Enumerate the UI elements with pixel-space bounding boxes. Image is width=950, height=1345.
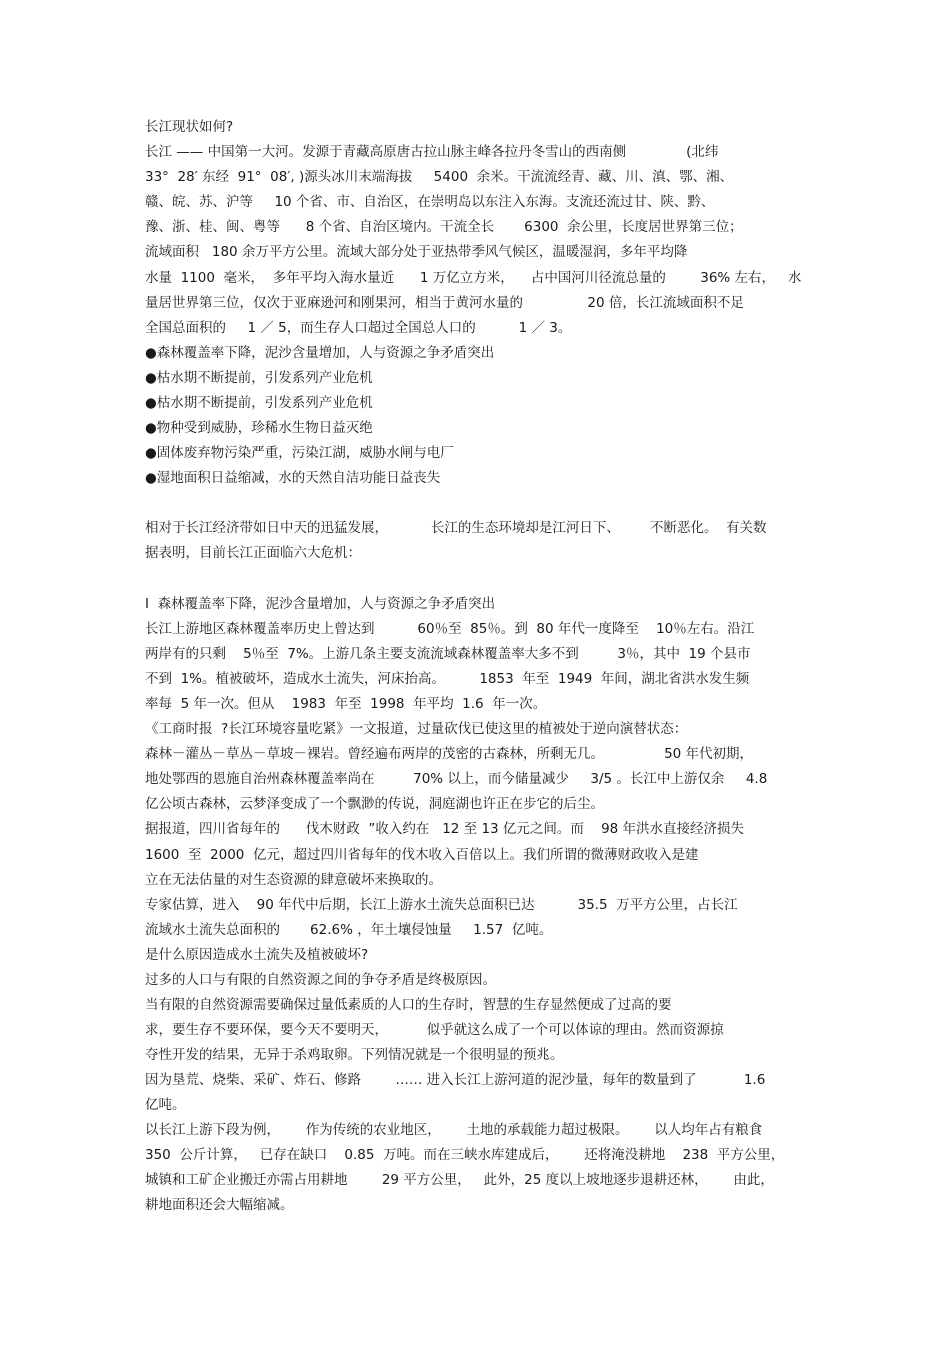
intro-line: 全国总面积的 1 ／ 5，而生存人口超过全国总人口的 1 ／ 3。 (145, 320, 572, 336)
crisis-bullet: ●枯水期不断提前，引发系列产业危机 (145, 395, 373, 411)
body-line: 地处鄂西的恩施自治州森林覆盖率尚在 70% 以上，而今储量减少 3/5 。长江中上游仅余 4.8 (145, 771, 768, 787)
body-line: 耕地面积还会大幅缩减。 (145, 1197, 294, 1213)
summary-line: 相对于长江经济带如日中天的迅猛发展， 长江的生态环境却是江河日下、 不断恶化。 有关数 (145, 520, 767, 536)
body-line: 以长江上游下段为例， 作为传统的农业地区， 土地的承载能力超过极限。 以人均年占有粮食 (145, 1122, 763, 1138)
crisis-bullet: ●湿地面积日益缩减，水的天然自洁功能日益丧失 (145, 470, 441, 486)
crisis-bullet: ●物种受到威胁，珍稀水生物日益灭绝 (145, 420, 373, 436)
body-line: 森林－灌丛－草丛－草坡－裸岩。曾经遍布两岸的茂密的古森林，所剩无几。 50 年代初期， (145, 746, 754, 762)
intro-line: 流域面积 180 余万平方公里。流域大部分处于亚热带季风气候区，温暖湿润，多年平均降 (145, 244, 688, 260)
body-line: 长江上游地区森林覆盖率历史上曾达到 60％至 85％。到 80 年代一度降至 10％左右。沿江 (145, 621, 755, 637)
body-line: 据报道，四川省每年的 伐木财政 ”收入约在 12 至 13 亿元之间。而 98 年洪水直接经济损失 (145, 821, 745, 837)
intro-line: 水量 1100 毫米， 多年平均入海水量近 1 万亿立方米， 占中国河川径流总量的 36% 左右， 水 (145, 270, 802, 286)
body-line: 率每 5 年一次。但从 1983 年至 1998 年平均 1.6 年一次。 (145, 696, 547, 712)
summary-line: 据表明，目前长江正面临六大危机： (145, 545, 361, 561)
body-line: 因为垦荒、烧柴、采矿、炸石、修路 …… 进入长江上游河道的泥沙量，每年的数量到了 1.6 (145, 1072, 766, 1088)
document-title: 长江现状如何? (145, 119, 234, 135)
body-line: 过多的人口与有限的自然资源之间的争夺矛盾是终极原因。 (145, 972, 496, 988)
body-line: 350 公斤计算， 已存在缺口 0.85 万吨。而在三峡水库建成后， 还将淹没耕地 238 平方公里， (145, 1147, 785, 1163)
intro-line: 33° 28′ 东经 91° 08′, )源头冰川末端海拔 5400 余米。干流流经青、藏、川、滇、鄂、湘、 (145, 169, 734, 185)
body-line: 夺性开发的结果，无异于杀鸡取卵。下列情况就是一个很明显的预兆。 (145, 1047, 564, 1063)
body-line: 城镇和工矿企业搬迁亦需占用耕地 29 平方公里， 此外，25 度以上坡地逐步退耕还林， 由此， (145, 1172, 774, 1188)
body-line: 专家估算，进入 90 年代中后期，长江上游水土流失总面积已达 35.5 万平方公里，占长江 (145, 897, 738, 913)
body-line: 当有限的自然资源需要确保过量低素质的人口的生存时，智慧的生存显然便成了过高的要 (145, 997, 672, 1013)
section-heading: Ⅰ 森林覆盖率下降，泥沙含量增加，人与资源之争矛盾突出 (145, 596, 496, 612)
intro-line: 长江 —— 中国第一大河。发源于青藏高原唐古拉山脉主峰各拉丹冬雪山的西南侧 (北纬 (145, 144, 719, 160)
body-line: 《工商时报 ?长江环境容量吃紧》一文报道，过量砍伐已使这里的植被处于逆向演替状态： (145, 721, 688, 737)
body-line: 求，要生存不要环保，要今天不要明天， 似乎就这么成了一个可以体谅的理由。然而资源掠 (145, 1022, 724, 1038)
body-line: 亿吨。 (145, 1097, 186, 1113)
intro-line: 量居世界第三位，仅次于亚麻逊河和刚果河，相当于黄河水量的 20 倍，长江流域面积不足 (145, 295, 744, 311)
crisis-bullet: ●森林覆盖率下降，泥沙含量增加，人与资源之争矛盾突出 (145, 345, 495, 361)
body-line: 是什么原因造成水土流失及植被破坏? (145, 947, 369, 963)
body-line: 立在无法估量的对生态资源的肆意破坏来换取的。 (145, 872, 442, 888)
intro-line: 豫、浙、桂、闽、粤等 8 个省、自治区境内。干流全长 6300 余公里，长度居世界第三位； (145, 219, 743, 235)
body-line: 1600 至 2000 亿元，超过四川省每年的伐木收入百倍以上。我们所谓的微薄财政收入是建 (145, 847, 699, 863)
body-line: 不到 1%。植被破坏，造成水土流失，河床抬高。 1853 年至 1949 年间，湖北省洪水发生频 (145, 671, 750, 687)
crisis-bullet: ●枯水期不断提前，引发系列产业危机 (145, 370, 373, 386)
crisis-bullet: ●固体废弃物污染严重，污染江湖，威胁水闸与电厂 (145, 445, 454, 461)
intro-line: 赣、皖、苏、沪等 10 个省、市、自治区，在崇明岛以东注入东海。支流还流过甘、陕、黔、 (145, 194, 715, 210)
body-line: 流域水土流失总面积的 62.6% ，年土壤侵蚀量 1.57 亿吨。 (145, 922, 553, 938)
body-line: 两岸有的只剩 5％至 7%。上游几条主要支流流域森林覆盖率大多不到 3％，其中 19 个县市 (145, 646, 751, 662)
body-line: 亿公顷古森林，云梦泽变成了一个飘渺的传说，洞庭湖也许正在步它的后尘。 (145, 796, 604, 812)
